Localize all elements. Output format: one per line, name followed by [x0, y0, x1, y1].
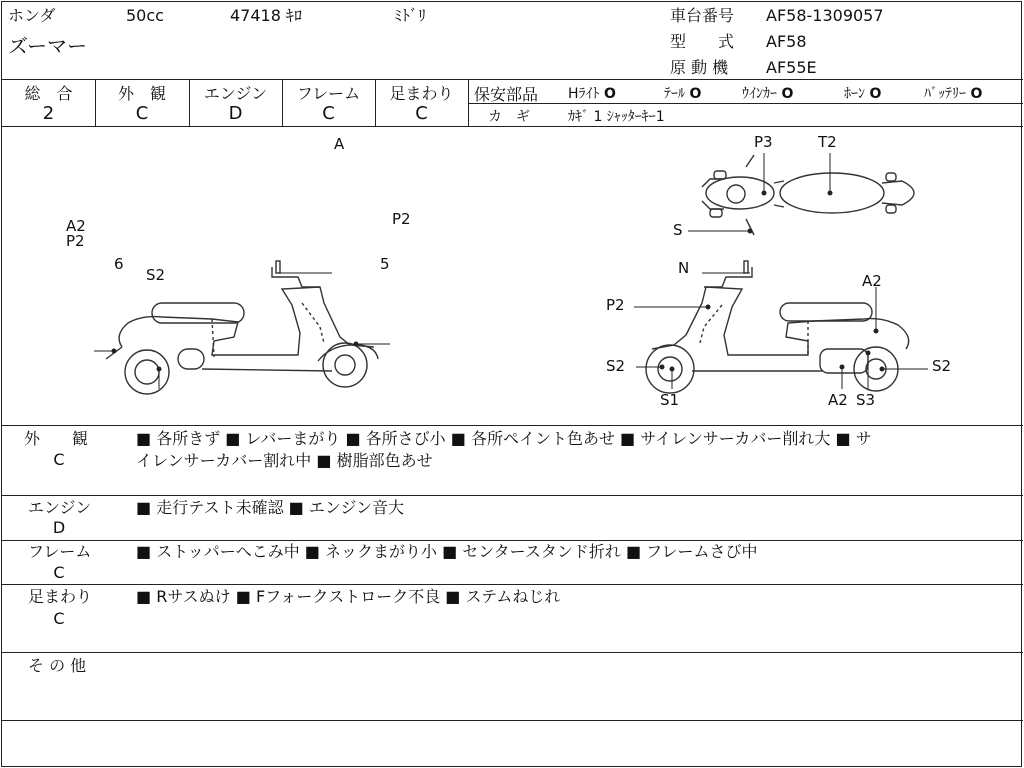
safety-item-name: ﾊﾞｯﾃﾘｰ	[924, 86, 966, 102]
label-a2: A2	[862, 272, 882, 290]
label-t2: T2	[818, 133, 837, 151]
grade-value-engine: D	[228, 103, 243, 124]
safety-item-battery	[924, 83, 982, 103]
label-s3: S3	[856, 391, 876, 409]
model-name: ズーマー	[8, 34, 87, 58]
safety-item-mark: O	[869, 86, 882, 102]
divider	[468, 79, 469, 126]
label-n: N	[678, 259, 690, 277]
divider	[2, 79, 1023, 80]
section-grade-suspension: C	[53, 609, 65, 628]
label-6: 6	[114, 255, 124, 273]
divider	[468, 103, 1023, 104]
label-s2: S2	[606, 357, 626, 375]
label-a: A	[334, 135, 345, 153]
inspection-sheet	[1, 1, 1022, 767]
safety-item-horn	[844, 83, 881, 103]
safety-item-mark: O	[603, 86, 616, 102]
safety-item-tail	[664, 83, 701, 103]
label-s: S	[673, 221, 683, 239]
section-title-suspension: 足まわり	[28, 587, 93, 606]
type-value: AF58	[766, 32, 807, 51]
mileage: 47418 ｷﾛ	[230, 6, 302, 25]
safety-item-name: ﾎｰﾝ	[844, 86, 865, 102]
leader-dots	[112, 191, 885, 372]
label-s1: S1	[660, 391, 680, 409]
section-text-suspension: ■ Rサスぬけ ■ Fフォークストローク不良 ■ ステムねじれ	[136, 587, 561, 606]
scooter-top-view	[702, 155, 914, 235]
section-grade-frame: C	[53, 563, 65, 582]
type-label: 型 式	[670, 32, 735, 51]
frame-no: AF58-1309057	[766, 6, 884, 25]
divider	[2, 720, 1023, 721]
divider	[2, 540, 1023, 541]
section-grade-exterior: C	[53, 450, 65, 469]
section-text-exterior-line2: イレンサーカバー割れ中 ■ 樹脂部色あせ	[136, 451, 433, 470]
label-a2: A2	[828, 391, 848, 409]
safety-item-winker	[742, 83, 793, 103]
grade-label-frame: フレーム	[296, 84, 361, 103]
label-p2: P2	[606, 296, 625, 314]
displacement: 50cc	[126, 6, 164, 25]
section-text-engine: ■ 走行テスト未確認 ■ エンジン音大	[136, 498, 405, 517]
section-grade-engine: D	[52, 518, 66, 537]
leader-lines	[94, 153, 928, 389]
key-label: カ ギ	[488, 109, 530, 125]
grade-label-exterior: 外 観	[117, 84, 166, 103]
safety-item-name: ﾃｰﾙ	[664, 86, 685, 102]
grade-value-suspension: C	[415, 103, 428, 124]
label-p2: P2	[392, 210, 411, 228]
grade-label-overall: 総 合	[24, 84, 73, 103]
safety-item-name: Hﾗｲﾄ	[568, 86, 600, 102]
section-title-other: そ の 他	[28, 656, 87, 675]
label-s2: S2	[932, 357, 952, 375]
grade-value-overall: 2	[42, 103, 55, 124]
safety-item-mark: O	[689, 86, 702, 102]
safety-item-mark: O	[781, 86, 794, 102]
section-title-frame: フレーム	[28, 542, 92, 561]
label-p3: P3	[754, 133, 773, 151]
divider	[2, 584, 1023, 585]
safety-item-mark: O	[970, 86, 983, 102]
grade-label-suspension: 足まわり	[389, 84, 454, 103]
section-title-engine: エンジン	[28, 498, 92, 517]
label-a2: A2	[66, 217, 86, 235]
safety-item-name: ｳｲﾝｶｰ	[742, 86, 777, 102]
engine-value: AF55E	[766, 58, 817, 77]
engine-label: 原 動 機	[670, 58, 729, 77]
maker: ホンダ	[8, 6, 56, 25]
section-text-frame: ■ ストッパーへこみ中 ■ ネックまがり小 ■ センタースタンド折れ ■ フレームさび中	[136, 542, 758, 561]
grade-value-exterior: C	[135, 103, 149, 124]
section-text-exterior-line1: ■ 各所きず ■ レバーまがり ■ 各所さび小 ■ 各所ペイント色あせ ■ サイレンサーカバー削れ大 ■ サ	[136, 429, 872, 448]
divider	[2, 495, 1023, 496]
frame-no-label: 車台番号	[670, 6, 735, 25]
label-s2: S2	[146, 266, 166, 284]
label-5: 5	[380, 255, 390, 273]
grade-label-engine: エンジン	[203, 84, 268, 103]
divider	[2, 425, 1023, 426]
label-p2: P2	[66, 232, 85, 250]
color: ﾐﾄﾞﾘ	[394, 6, 427, 25]
safety-item-headlight	[568, 83, 616, 103]
grade-value-frame: C	[322, 103, 335, 124]
key-value: ｶｷﾞ 1 ｼｬｯﾀｰｷｰ1	[568, 109, 665, 125]
safety-label: 保安部品	[474, 85, 539, 104]
divider	[2, 652, 1023, 653]
section-title-exterior: 外 観	[24, 429, 89, 448]
